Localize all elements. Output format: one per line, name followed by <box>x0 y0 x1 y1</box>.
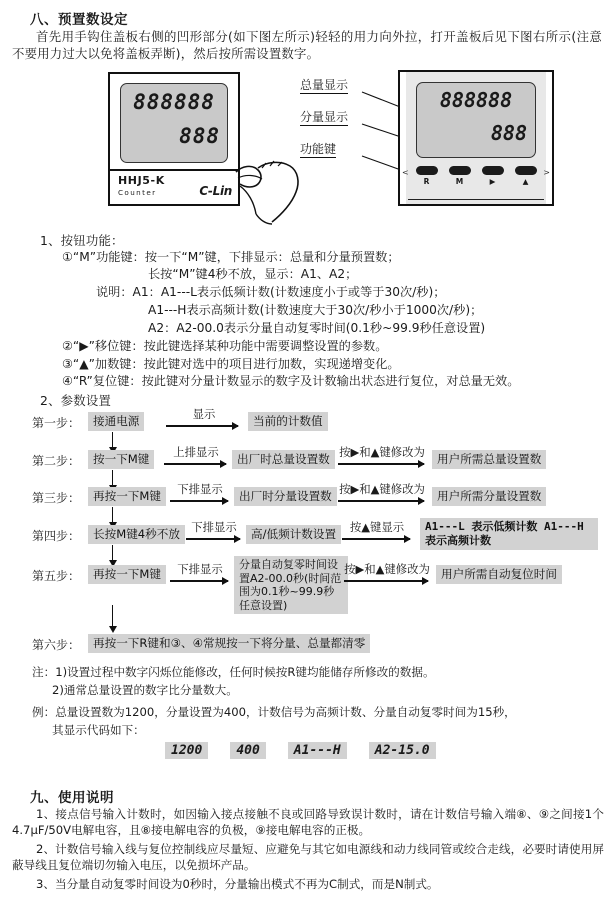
step-arrow-2 <box>338 481 426 502</box>
step-arrow <box>170 561 230 582</box>
arrow-shaft-icon <box>338 500 424 502</box>
section9-paragraph-3: 3、当分量自动复零时间设为0秒时，分量输出模式不再为C制式，而是N制式。 <box>36 877 439 891</box>
step-arrow-caption: 下排显示 <box>191 520 237 534</box>
step-action-box: 再按一下M键 <box>88 565 166 584</box>
keypad-baseline <box>408 199 544 200</box>
device-key-reset-label: R <box>423 177 430 186</box>
step-arrow-2 <box>344 561 430 582</box>
step-arrow-2-caption: 按▶和▲键修改为 <box>339 482 425 496</box>
section9-paragraph-2: 2、计数信号输入线与复位控制线应尽量短、应避免与其它如电源线和动力线同管或绞合走线，必要时请使用屏蔽导线且复位端切勿输入电压，以免损坏产品。 <box>12 842 604 872</box>
step-arrow-caption: 上排显示 <box>173 445 219 459</box>
step-result-2-box: 用户所需分量设置数 <box>432 487 546 506</box>
device-subtitle-label: Counter <box>118 188 157 197</box>
step-arrow-caption: 显示 <box>192 407 216 421</box>
lcd-total-digits-left: 888888 <box>133 90 215 114</box>
lcd-partial-digits-right: 888 <box>490 121 527 145</box>
example-code-a2: A2-15.0 <box>369 742 436 759</box>
button-function-item: ④“R”复位键：按此键对分量计数显示的数字及计数输出状态进行复位，对总量无效。 <box>62 374 520 388</box>
callout-function-key-label: 功能键 <box>300 142 337 156</box>
step-arrow <box>166 406 242 427</box>
lcd-partial-digits-left: 888 <box>179 124 220 148</box>
step-label: 第五步： <box>32 569 81 583</box>
arrow-shaft-icon <box>344 580 428 582</box>
device-key-reset[interactable] <box>416 166 438 186</box>
arrow-shaft-icon <box>338 463 424 465</box>
bezel-right-marker: > <box>543 168 550 177</box>
device-key-increment[interactable] <box>515 166 537 186</box>
step-arrow-2-caption: 按▲键显示 <box>349 520 405 534</box>
key-cap-icon <box>449 166 471 175</box>
device-key-increment-label: ▲ <box>522 177 529 186</box>
callout-total-display-label: 总量显示 <box>300 78 349 92</box>
step-result-box: 高/低频计数设置 <box>246 525 341 544</box>
lcd-panel-left <box>120 83 228 163</box>
step-result-box: 出厂时总量设置数 <box>232 450 335 469</box>
flow-connector <box>112 507 113 523</box>
step-result-2-box: 用户所需自动复位时间 <box>436 565 562 584</box>
section9-title: 九、使用说明 <box>30 790 114 806</box>
lcd-panel-right <box>416 82 536 158</box>
step-arrow-caption: 下排显示 <box>177 482 223 496</box>
step-arrow <box>186 519 242 540</box>
step-arrow-2 <box>342 519 412 540</box>
button-function-item: A1---H表示高频计数(计数速度大于30次/秒小于1000次/秒)； <box>148 303 483 317</box>
step-arrow-2 <box>338 444 426 465</box>
arrow-shaft-icon <box>164 463 226 465</box>
step-result-2-box: 用户所需总量设置数 <box>432 450 546 469</box>
device-key-shift[interactable] <box>482 166 504 186</box>
arrow-shaft-icon <box>170 580 228 582</box>
device-key-shift-label: ▶ <box>489 177 496 186</box>
device-keypad <box>410 166 542 200</box>
device-figure-closed <box>108 72 240 206</box>
hand-pulling-cover-icon <box>232 158 302 226</box>
key-cap-icon <box>482 166 504 175</box>
section8-title: 八、预置数设定 <box>30 12 128 28</box>
section9-paragraph-1: 1、接点信号输入计数时，如因输入接点接触不良或回路导致误计数时，请在计数信号输入端⑧、⑨之间接1个4.7μF/50V电解电容，且⑧接电解电容的负极，⑨接电解电容的正极。 <box>12 807 604 837</box>
button-function-item: ①“M”功能键：按一下“M”键，下排显示：总量和分量预置数； <box>62 250 400 264</box>
example-code-row <box>165 742 436 759</box>
step-label: 第三步： <box>32 491 81 505</box>
step-action-box: 再按一下M键 <box>88 487 166 506</box>
step-arrow-caption: 下排显示 <box>177 562 223 576</box>
step-label: 第二步： <box>32 454 81 468</box>
arrow-shaft-icon <box>166 425 238 427</box>
step-arrow <box>164 444 228 465</box>
device-key-mode[interactable] <box>449 166 471 186</box>
button-function-item: ②“▶”移位键：按此键选择某种功能中需要调整设置的参数。 <box>62 339 388 353</box>
step-label: 第六步： <box>32 638 81 652</box>
step-label: 第一步： <box>32 416 81 430</box>
callout-function-key <box>300 140 336 157</box>
step-action-box: 按一下M键 <box>88 450 154 469</box>
faceplate-divider <box>110 169 238 171</box>
flow-connector <box>112 545 113 561</box>
button-function-item: A2：A2-00.0表示分量自动复零时间(0.1秒~99.9秒任意设置) <box>148 321 486 335</box>
step-arrow <box>170 481 230 502</box>
param-setting-title: 2、参数设置 <box>40 393 112 408</box>
button-function-item: ③“▲”加数键：按此键对选中的项目进行加数，实现递增变化。 <box>62 357 400 371</box>
button-function-item: 长按“M”键4秒不放，显示：A1、A2； <box>148 267 358 281</box>
step-result-box: 当前的计数值 <box>248 412 328 431</box>
step-result-2-box: A1---L 表示低频计数 A1---H 表示高频计数 <box>420 518 598 550</box>
callout-partial-display <box>300 108 348 125</box>
step-action-box: 再按一下R键和③、④常规按一下将分量、总量都清零 <box>88 634 370 653</box>
flow-connector <box>112 470 113 486</box>
bezel-left-marker: < <box>402 168 409 177</box>
device-model-label: HHJ5-K <box>118 174 165 187</box>
lcd-total-digits-right: 888888 <box>439 88 513 112</box>
callout-total-display <box>300 76 348 93</box>
note-line-2: 2)通常总量设置的数字比分量数大。 <box>52 683 238 697</box>
callout-partial-display-label: 分量显示 <box>300 110 349 124</box>
example-code-total: 1200 <box>165 742 208 759</box>
flow-connector <box>112 605 113 627</box>
step-result-box: 出厂时分量设置数 <box>234 487 337 506</box>
step-action-box: 长按M键4秒不放 <box>88 525 185 544</box>
example-code-a1: A1---H <box>288 742 347 759</box>
brand-logo-text: C-Lin <box>199 184 232 198</box>
example-code-partial: 400 <box>230 742 265 759</box>
button-function-item: 说明：A1：A1---L表示低频计数(计数速度小于或等于30次/秒)； <box>96 285 446 299</box>
example-line-2: 其显示代码如下： <box>52 723 145 737</box>
device-figure-open <box>398 70 554 206</box>
step-action-box: 接通电源 <box>88 412 144 431</box>
arrow-shaft-icon <box>186 538 240 540</box>
example-line-1: 例：总量设置数为1200，分量设置为400，计数信号为高频计数、分量自动复零时间为15秒， <box>32 705 516 719</box>
key-cap-icon <box>515 166 537 175</box>
device-key-mode-label: M <box>455 177 464 186</box>
note-line-1: 注：1)设置过程中数字闪烁位能修改，任何时候按R键均能储存所修改的数据。 <box>32 665 435 679</box>
section8-intro-paragraph: 首先用手钩住盖板右侧的凹形部分(如下图左所示)轻轻的用力向外拉，打开盖板后见下图右所示(注意不要用力过大以免将盖板弄断)，然后按所需设置数字。 <box>12 29 602 61</box>
arrow-shaft-icon <box>342 538 410 540</box>
step-arrow-2-caption: 按▶和▲键修改为 <box>344 562 430 576</box>
flow-connector <box>112 432 113 448</box>
button-functions-title: 1、按钮功能： <box>40 233 124 248</box>
step-result-box: 分量自动复零时间设置A2-00.0秒(时间范围为0.1秒~99.9秒任意设置) <box>234 556 348 614</box>
step-label: 第四步： <box>32 529 81 543</box>
key-cap-icon <box>416 166 438 175</box>
arrow-shaft-icon <box>170 500 228 502</box>
step-arrow-2-caption: 按▶和▲键修改为 <box>339 445 425 459</box>
